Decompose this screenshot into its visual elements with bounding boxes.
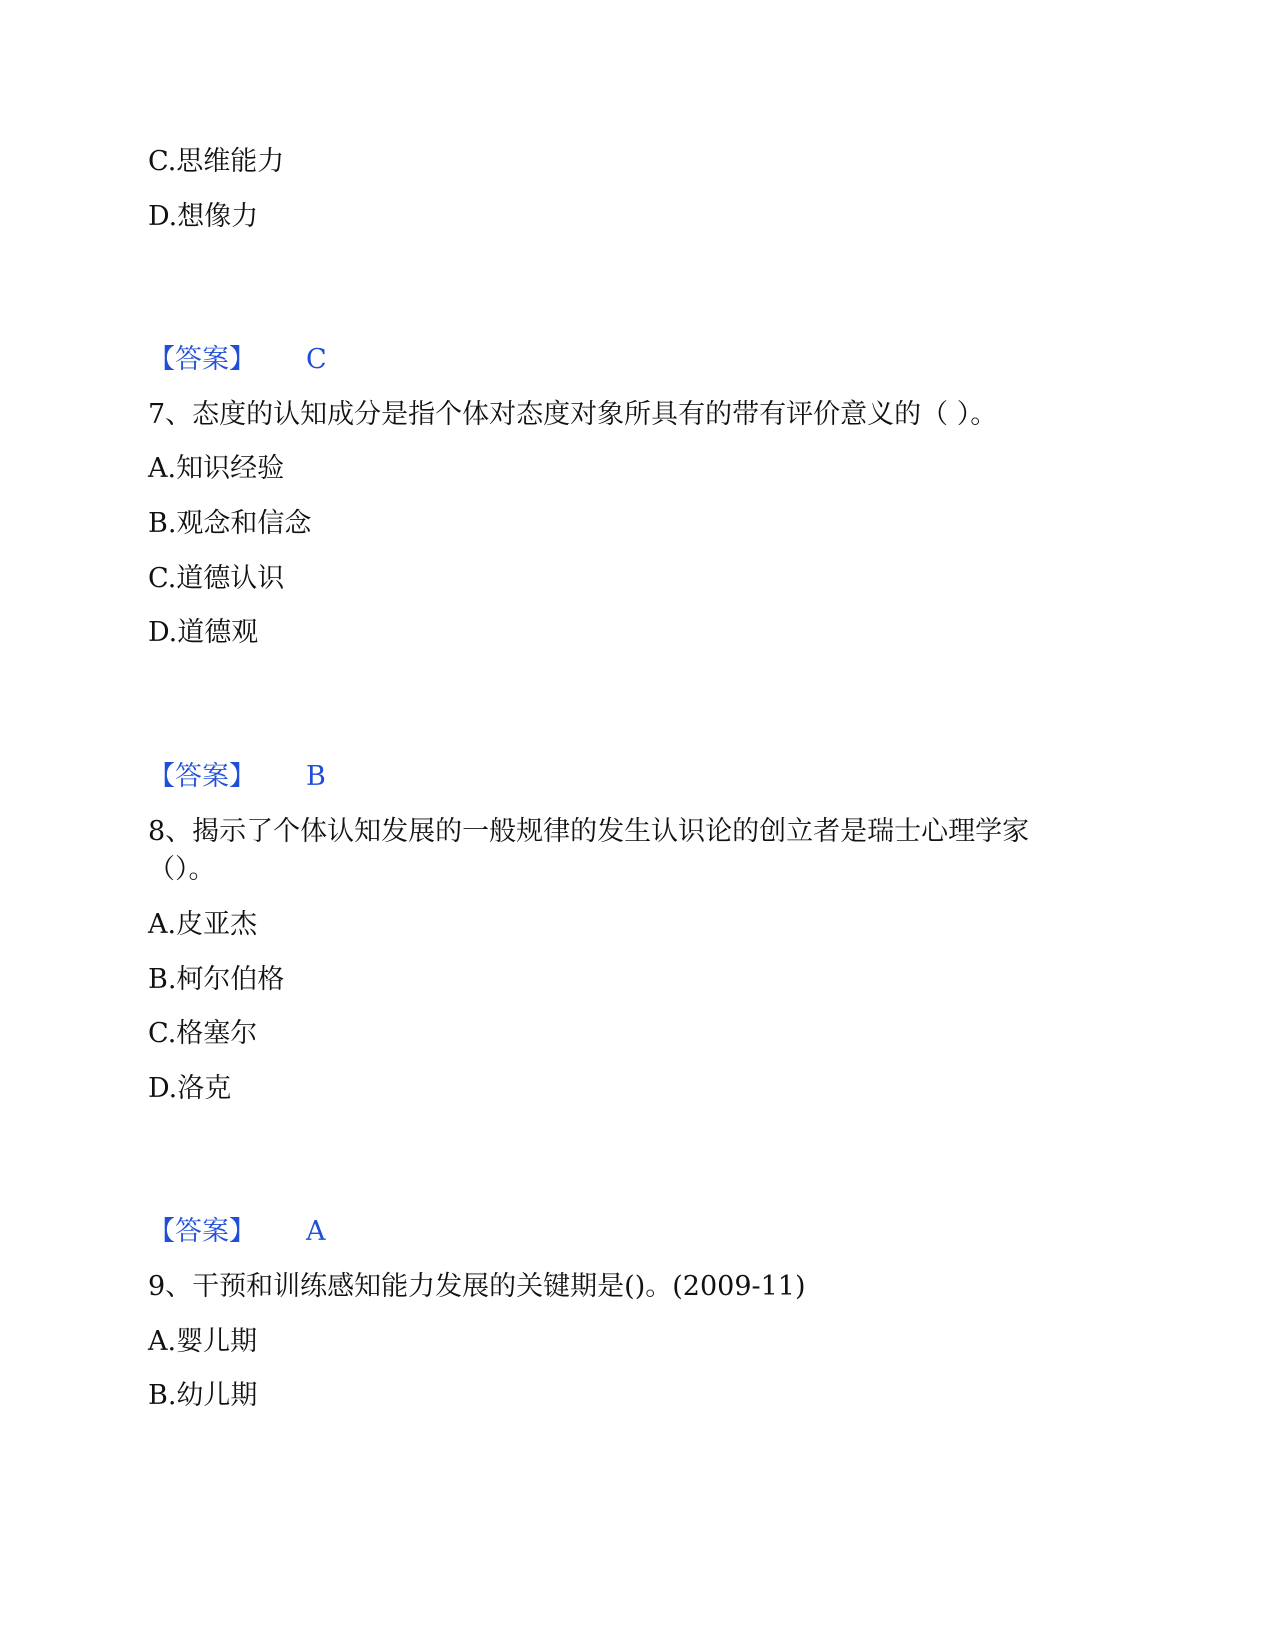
answer-value: C [306, 344, 327, 375]
q8-option-c: C.格塞尔 [148, 1018, 258, 1049]
q7-option-d: D.道德观 [148, 617, 259, 648]
answer-label: 【答案】 [148, 761, 256, 792]
question-7-stem: 7、态度的认知成分是指个体对态度对象所具有的带有评价意义的（ ）。 [148, 399, 998, 430]
answer-label: 【答案】 [148, 344, 256, 375]
q8-option-a: A.皮亚杰 [148, 909, 258, 940]
question-9-stem: 9、干预和训练感知能力发展的关键期是()。(2009-11) [148, 1271, 806, 1302]
q7-option-c: C.道德认识 [148, 563, 285, 594]
question-8-stem-line1: 8、揭示了个体认知发展的一般规律的发生认识论的创立者是瑞士心理学家 [148, 816, 1030, 847]
answer-value: B [306, 761, 326, 792]
q9-option-a: A.婴儿期 [148, 1326, 258, 1357]
answer-value: A [306, 1216, 326, 1247]
option-c: C.思维能力 [148, 146, 285, 177]
answer-row [148, 1215, 326, 1249]
question-8-stem-line2: （）。 [148, 854, 216, 885]
q7-option-b: B.观念和信念 [148, 508, 312, 539]
q8-option-b: B.柯尔伯格 [148, 964, 285, 995]
answer-label: 【答案】 [148, 1216, 256, 1247]
q8-option-d: D.洛克 [148, 1073, 232, 1104]
answer-row [148, 760, 326, 794]
q7-option-a: A.知识经验 [148, 453, 285, 484]
answer-row [148, 343, 327, 377]
q9-option-b: B.幼儿期 [148, 1380, 258, 1411]
option-d: D.想像力 [148, 201, 259, 232]
